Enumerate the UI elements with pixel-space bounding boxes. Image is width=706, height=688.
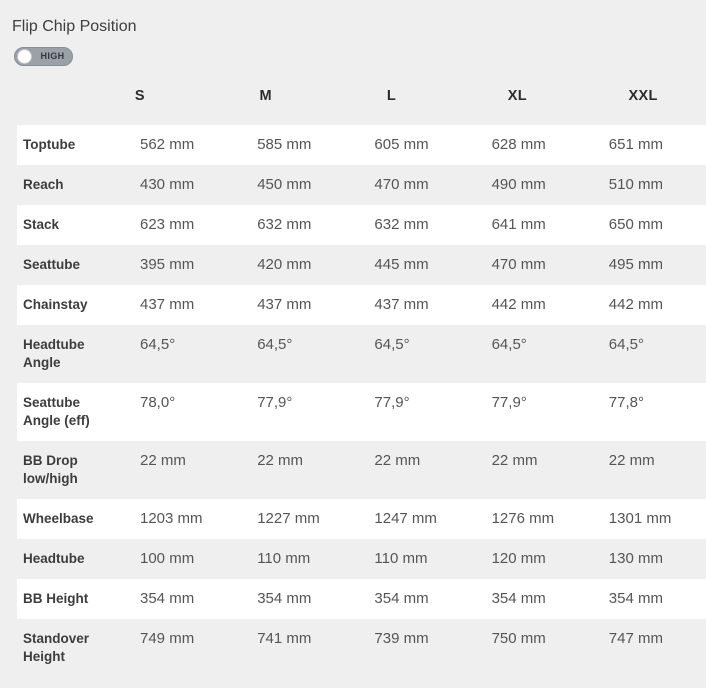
cell-value: 22 mm — [257, 452, 304, 469]
row-label: BB Height — [23, 591, 89, 606]
cell-value: 562 mm — [140, 136, 195, 153]
cell-value: 430 mm — [140, 176, 195, 193]
cell-value: 64,5° — [608, 336, 644, 353]
table-row — [17, 325, 706, 383]
size-col-xl: XL — [507, 87, 527, 104]
row-label: Wheelbase — [23, 511, 94, 526]
table-row — [17, 125, 706, 165]
size-col-l: L — [386, 87, 397, 104]
cell-value: 437 mm — [257, 296, 312, 313]
cell-value: 628 mm — [491, 136, 546, 153]
cell-value: 747 mm — [608, 630, 663, 647]
cell-value: 605 mm — [374, 136, 429, 153]
toggle-state-label: HIGH — [40, 51, 65, 61]
cell-value: 741 mm — [257, 630, 312, 647]
cell-value: 450 mm — [257, 176, 312, 193]
cell-value: 354 mm — [608, 590, 663, 607]
cell-value: 77,9° — [257, 394, 293, 411]
cell-value: 470 mm — [374, 176, 429, 193]
cell-value: 64,5° — [374, 336, 410, 353]
cell-value: 632 mm — [374, 216, 429, 233]
cell-value: 354 mm — [257, 590, 312, 607]
table-row — [17, 205, 706, 245]
table-row — [17, 285, 706, 325]
cell-value: 354 mm — [374, 590, 429, 607]
row-label: Toptube — [23, 137, 76, 152]
table-row — [17, 579, 706, 619]
table-row — [17, 441, 706, 499]
cell-value: 130 mm — [608, 550, 663, 567]
cell-value: 650 mm — [608, 216, 663, 233]
table-row — [17, 383, 706, 441]
cell-value: 510 mm — [608, 176, 663, 193]
cell-value: 1203 mm — [140, 510, 203, 527]
toggle-knob — [17, 49, 32, 64]
cell-value: 354 mm — [491, 590, 546, 607]
cell-value: 437 mm — [140, 296, 195, 313]
cell-value: 641 mm — [491, 216, 546, 233]
table-row — [17, 619, 706, 677]
row-label: Seattube — [23, 257, 81, 272]
row-label: Headtube Angle — [23, 337, 85, 370]
cell-value: 490 mm — [491, 176, 546, 193]
row-label: Chainstay — [23, 297, 88, 312]
table-row — [17, 499, 706, 539]
cell-value: 77,8° — [608, 394, 644, 411]
size-header-row — [17, 66, 706, 125]
cell-value: 739 mm — [374, 630, 429, 647]
row-label: Reach — [23, 177, 64, 192]
cell-value: 651 mm — [608, 136, 663, 153]
cell-value: 110 mm — [257, 550, 311, 567]
cell-value: 750 mm — [491, 630, 546, 647]
row-label: BB Drop low/high — [23, 453, 78, 486]
cell-value: 22 mm — [491, 452, 538, 469]
cell-value: 110 mm — [374, 550, 428, 567]
size-col-xxl: XXL — [628, 87, 658, 104]
cell-value: 22 mm — [374, 452, 421, 469]
row-label: Standover Height — [23, 631, 90, 664]
cell-value: 22 mm — [140, 452, 186, 469]
cell-value: 64,5° — [491, 336, 527, 353]
cell-value: 632 mm — [257, 216, 312, 233]
cell-value: 64,5° — [140, 336, 176, 353]
cell-value: 442 mm — [491, 296, 546, 313]
cell-value: 100 mm — [140, 550, 195, 567]
cell-value: 445 mm — [374, 256, 429, 273]
cell-value: 77,9° — [374, 394, 410, 411]
cell-value: 437 mm — [374, 296, 429, 313]
cell-value: 64,5° — [257, 336, 293, 353]
cell-value: 1276 mm — [491, 510, 555, 527]
cell-value: 1301 mm — [608, 510, 672, 527]
cell-value: 749 mm — [140, 630, 195, 647]
row-label: Seattube Angle (eff) — [23, 395, 90, 428]
cell-value: 585 mm — [257, 136, 312, 153]
table-row — [17, 245, 706, 285]
cell-value: 78,0° — [140, 394, 176, 411]
cell-value: 22 mm — [608, 452, 655, 469]
size-col-s: S — [134, 87, 145, 104]
row-label: Headtube — [23, 551, 85, 566]
cell-value: 77,9° — [491, 394, 527, 411]
cell-value: 623 mm — [140, 216, 195, 233]
cell-value: 1227 mm — [257, 510, 320, 527]
row-label: Stack — [23, 217, 60, 232]
page-title: Flip Chip Position — [12, 18, 137, 35]
geometry-table — [17, 125, 706, 677]
table-row — [17, 539, 706, 579]
cell-value: 395 mm — [140, 256, 195, 273]
size-col-m: M — [259, 87, 272, 104]
flip-chip-toggle[interactable] — [14, 47, 73, 66]
cell-value: 120 mm — [491, 550, 546, 567]
cell-value: 420 mm — [257, 256, 312, 273]
table-row — [17, 165, 706, 205]
cell-value: 1247 mm — [374, 510, 437, 527]
cell-value: 442 mm — [608, 296, 663, 313]
cell-value: 495 mm — [608, 256, 663, 273]
cell-value: 354 mm — [140, 590, 195, 607]
cell-value: 470 mm — [491, 256, 546, 273]
